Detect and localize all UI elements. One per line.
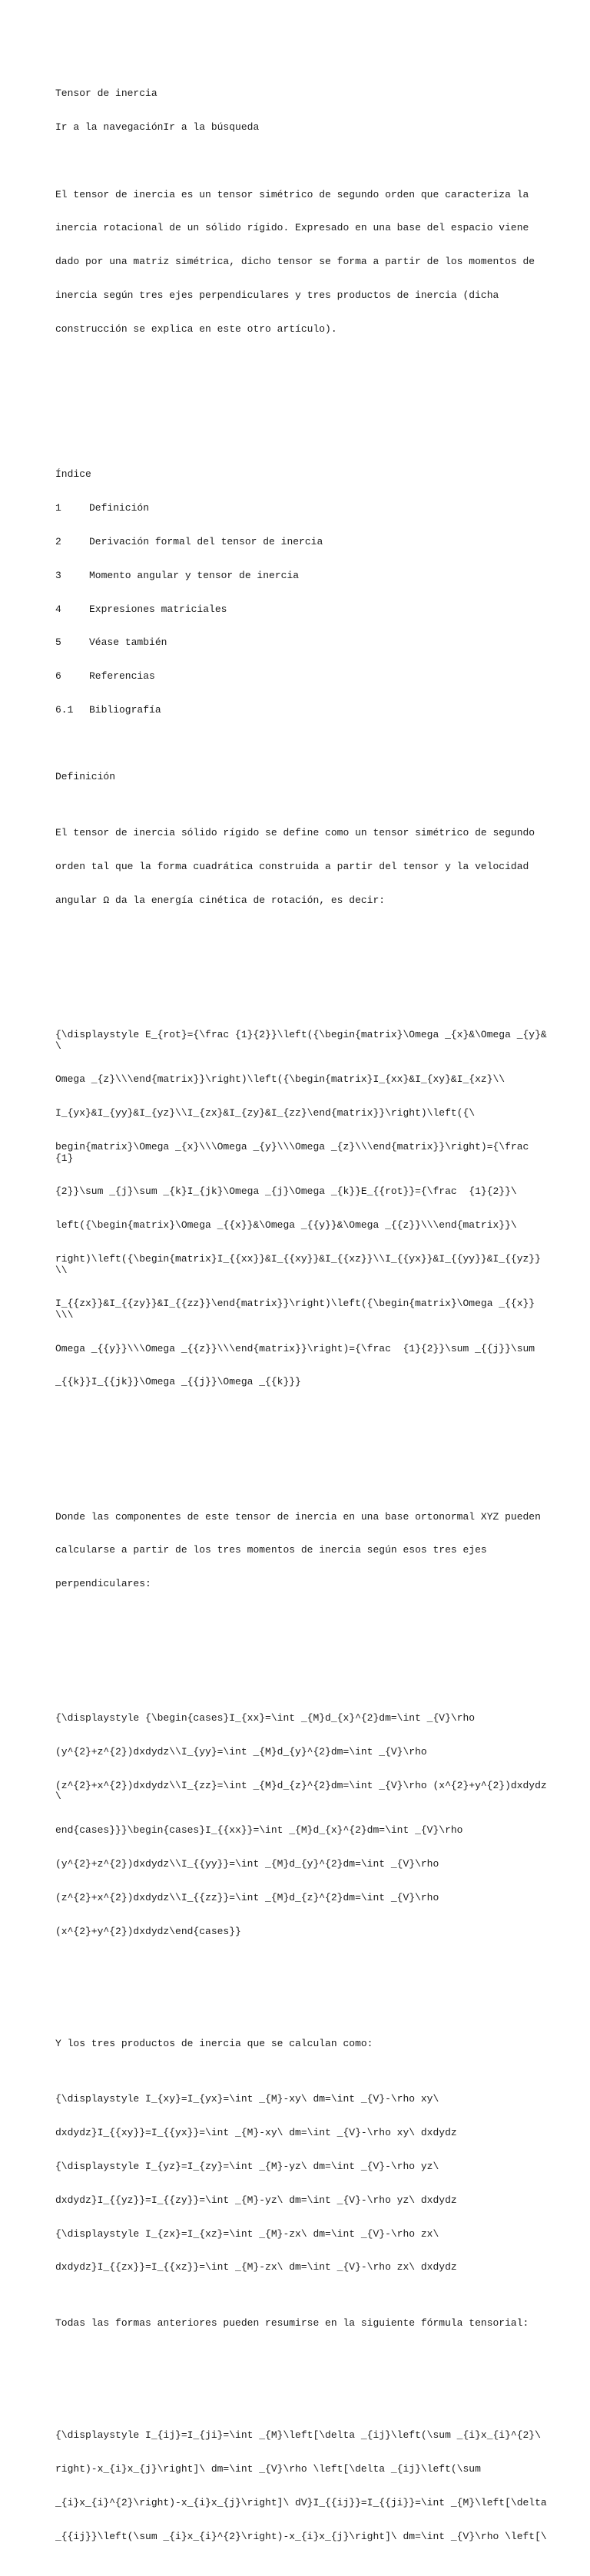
- formula-line: dxdydz}I_{{xy}}=I_{{yx}}=\int _{M}-xy\ dm=\int _{V}-\rho xy\ dxdydz: [55, 2127, 457, 2139]
- text-line: perpendiculares:: [55, 1578, 151, 1590]
- toc-item-number: 1: [55, 502, 61, 514]
- formula-line: (z^{2}+x^{2})dxdydz\\I_{zz}=\int _{M}d_{z}^{2}dm=\int _{V}\rho (x^{2}+y^{2})dxdydz\: [55, 1779, 547, 1803]
- formula-line: {\displaystyle I_{zx}=I_{xz}=\int _{M}-zx\ dm=\int _{V}-\rho zx\: [55, 2227, 439, 2240]
- products-intro: Y los tres productos de inercia que se calculan como:: [55, 2037, 373, 2049]
- toc-item-number: 3: [55, 569, 61, 581]
- formula-line: (x^{2}+y^{2})dxdydz\end{cases}}: [55, 1925, 241, 1937]
- formula-line: (y^{2}+z^{2})dxdydz\\I_{yy}=\int _{M}d_{y}^{2}dm=\int _{V}\rho: [55, 1746, 427, 1758]
- formula-line: begin{matrix}\Omega _{x}\\\Omega _{y}\\\Omega _{z}\\\end{matrix}}\right)={\frac {1}: [55, 1141, 535, 1164]
- text-line: El tensor de inercia sólido rígido se define como un tensor simétrico de segundo: [55, 827, 535, 839]
- formula-line: {\displaystyle {\begin{cases}I_{xx}=\int _{M}d_{x}^{2}dm=\int _{V}\rho: [55, 1712, 476, 1724]
- formula-moments: [55, 1691, 547, 1959]
- formula-line: {\displaystyle I_{yz}=I_{zy}=\int _{M}-yz\ dm=\int _{V}-\rho yz\: [55, 2161, 439, 2173]
- formula-line: {\displaystyle E_{rot}={\frac {1}{2}}\left({\begin{matrix}\Omega _{x}&\Omega _{y}&\: [55, 1029, 547, 1052]
- toc-item[interactable]: [55, 637, 547, 649]
- formula-line: {\displaystyle I_{xy}=I_{yx}=\int _{M}-xy\ dm=\int _{V}-\rho xy\: [55, 2093, 439, 2105]
- text-line: angular Ω da la energía cinética de rotación, es decir:: [55, 894, 386, 906]
- formula-line: {2}}\sum _{j}\sum _{k}I_{jk}\Omega _{j}\Omega _{k}}E_{{rot}}={\frac {1}{2}}\: [55, 1185, 517, 1198]
- definition-paragraph: [55, 805, 547, 929]
- toc-item-number: 2: [55, 535, 61, 547]
- formula-line: (y^{2}+z^{2})dxdydz\\I_{{yy}}=\int _{M}d_{y}^{2}dm=\int _{V}\rho: [55, 1858, 439, 1870]
- toc-item-label[interactable]: Referencias: [89, 670, 155, 683]
- document-page: [55, 66, 547, 2576]
- toc-item[interactable]: [55, 671, 547, 683]
- toc-item-label[interactable]: Derivación formal del tensor de inercia: [89, 535, 323, 547]
- table-of-contents: [55, 447, 547, 738]
- page-title: Tensor de inercia: [55, 88, 157, 100]
- formula-tensor: [55, 2408, 547, 2564]
- tensor-summary-intro: Todas las formas anteriores pueden resumirse en la siguiente fórmula tensorial:: [55, 2317, 529, 2330]
- toc-item[interactable]: [55, 570, 547, 582]
- components-paragraph: [55, 1489, 547, 1612]
- formula-line: Omega _{{y}}\\\Omega _{{z}}\\\end{matrix}}\right)={\frac {1}{2}}\sum _{{j}}\sum: [55, 1342, 535, 1354]
- formula-line: right)-x_{i}x_{j}\right]\ dm=\int _{V}\rho \left[\delta _{ij}\left(\sum: [55, 2463, 481, 2475]
- formula-line: left({\begin{matrix}\Omega _{{x}}&\Omega _{{y}}&\Omega _{{z}}\\\end{matrix}}\: [55, 1219, 517, 1232]
- toc-item[interactable]: [55, 705, 547, 716]
- formula-line: dxdydz}I_{{zx}}=I_{{xz}}=\int _{M}-zx\ dm=\int _{V}-\rho zx\ dxdydz: [55, 2261, 457, 2273]
- section-heading: Definición: [55, 771, 116, 783]
- intro-line: inercia rotacional de un sólido rígido. Expresado en una base del espacio viene: [55, 222, 529, 234]
- toc-item-label[interactable]: Véase también: [89, 637, 167, 649]
- toc-item-label[interactable]: Definición: [89, 502, 150, 514]
- formula-line: _{i}x_{i}^{2}\right)-x_{i}x_{j}\right]\ dV}I_{{ij}}=I_{{ji}}=\int _{M}\left[\delta: [55, 2496, 547, 2508]
- formula-line: I_{{zx}}&I_{{zy}}&I_{{zz}}\end{matrix}}\right)\left({\begin{matrix}\Omega _{{x}}\\\: [55, 1298, 535, 1321]
- toc-item-label[interactable]: Expresiones matriciales: [89, 603, 227, 615]
- text-line: calcularse a partir de los tres momentos de inercia según esos tres ejes: [55, 1544, 487, 1556]
- intro-paragraph: [55, 167, 547, 357]
- toc-item-label[interactable]: Momento angular y tensor de inercia: [89, 569, 300, 581]
- formula-line: (z^{2}+x^{2})dxdydz\\I_{{zz}}=\int _{M}d_{z}^{2}dm=\int _{V}\rho: [55, 1891, 439, 1903]
- intro-line: inercia según tres ejes perpendiculares y tres productos de inercia (dicha: [55, 289, 499, 301]
- toc-item-number: 6.1: [55, 703, 74, 716]
- formula-line: _{{ij}}\left(\sum _{i}x_{i}^{2}\right)-x_{i}x_{j}\right]\ dm=\int _{V}\rho \left[\: [55, 2530, 547, 2542]
- formula-products: [55, 2072, 547, 2296]
- toc-item-number: 5: [55, 637, 61, 649]
- formula-line: end{cases}}}\begin{cases}I_{{xx}}=\int _{M}d_{x}^{2}dm=\int _{V}\rho: [55, 1824, 463, 1837]
- formula-energy: [55, 1007, 547, 1410]
- formula-line: _{{k}}I_{{jk}}\Omega _{{j}}\Omega _{{k}}}: [55, 1376, 301, 1388]
- intro-line: dado por una matriz simétrica, dicho tensor se forma a partir de los momentos de: [55, 256, 535, 268]
- toc-item-number: 6: [55, 670, 61, 683]
- nav-links[interactable]: Ir a la navegaciónIr a la búsqueda: [55, 121, 260, 133]
- formula-line: {\displaystyle I_{ij}=I_{ji}=\int _{M}\left[\delta _{ij}\left(\sum _{i}x_{i}^{2}\: [55, 2429, 541, 2442]
- toc-item[interactable]: [55, 604, 547, 616]
- intro-line: El tensor de inercia es un tensor simétrico de segundo orden que caracteriza la: [55, 188, 529, 200]
- formula-line: dxdydz}I_{{yz}}=I_{{zy}}=\int _{M}-yz\ dm=\int _{V}-\rho yz\ dxdydz: [55, 2194, 457, 2206]
- formula-line: right)\left({\begin{matrix}I_{{xx}}&I_{{xy}}&I_{{xz}}\\I_{{yx}}&I_{{yy}}&I_{{yz}}\\: [55, 1252, 541, 1276]
- formula-line: I_{yx}&I_{yy}&I_{yz}\\I_{zx}&I_{zy}&I_{zz}\end{matrix}}\right)\left({\: [55, 1107, 476, 1119]
- toc-item-number: 4: [55, 603, 61, 615]
- toc-item-label[interactable]: Bibliografía: [89, 703, 161, 716]
- toc-heading: Índice: [55, 468, 91, 481]
- toc-item[interactable]: [55, 537, 547, 548]
- formula-line: Omega _{z}\\\end{matrix}}\right)\left({\begin{matrix}I_{xx}&I_{xy}&I_{xz}\\: [55, 1073, 505, 1086]
- text-line: Donde las componentes de este tensor de inercia en una base ortonormal XYZ pueden: [55, 1510, 541, 1523]
- text-line: orden tal que la forma cuadrática construida a partir del tensor y la velocidad: [55, 861, 529, 873]
- toc-item[interactable]: [55, 503, 547, 514]
- intro-line: construcción se explica en este otro artículo).: [55, 322, 337, 335]
